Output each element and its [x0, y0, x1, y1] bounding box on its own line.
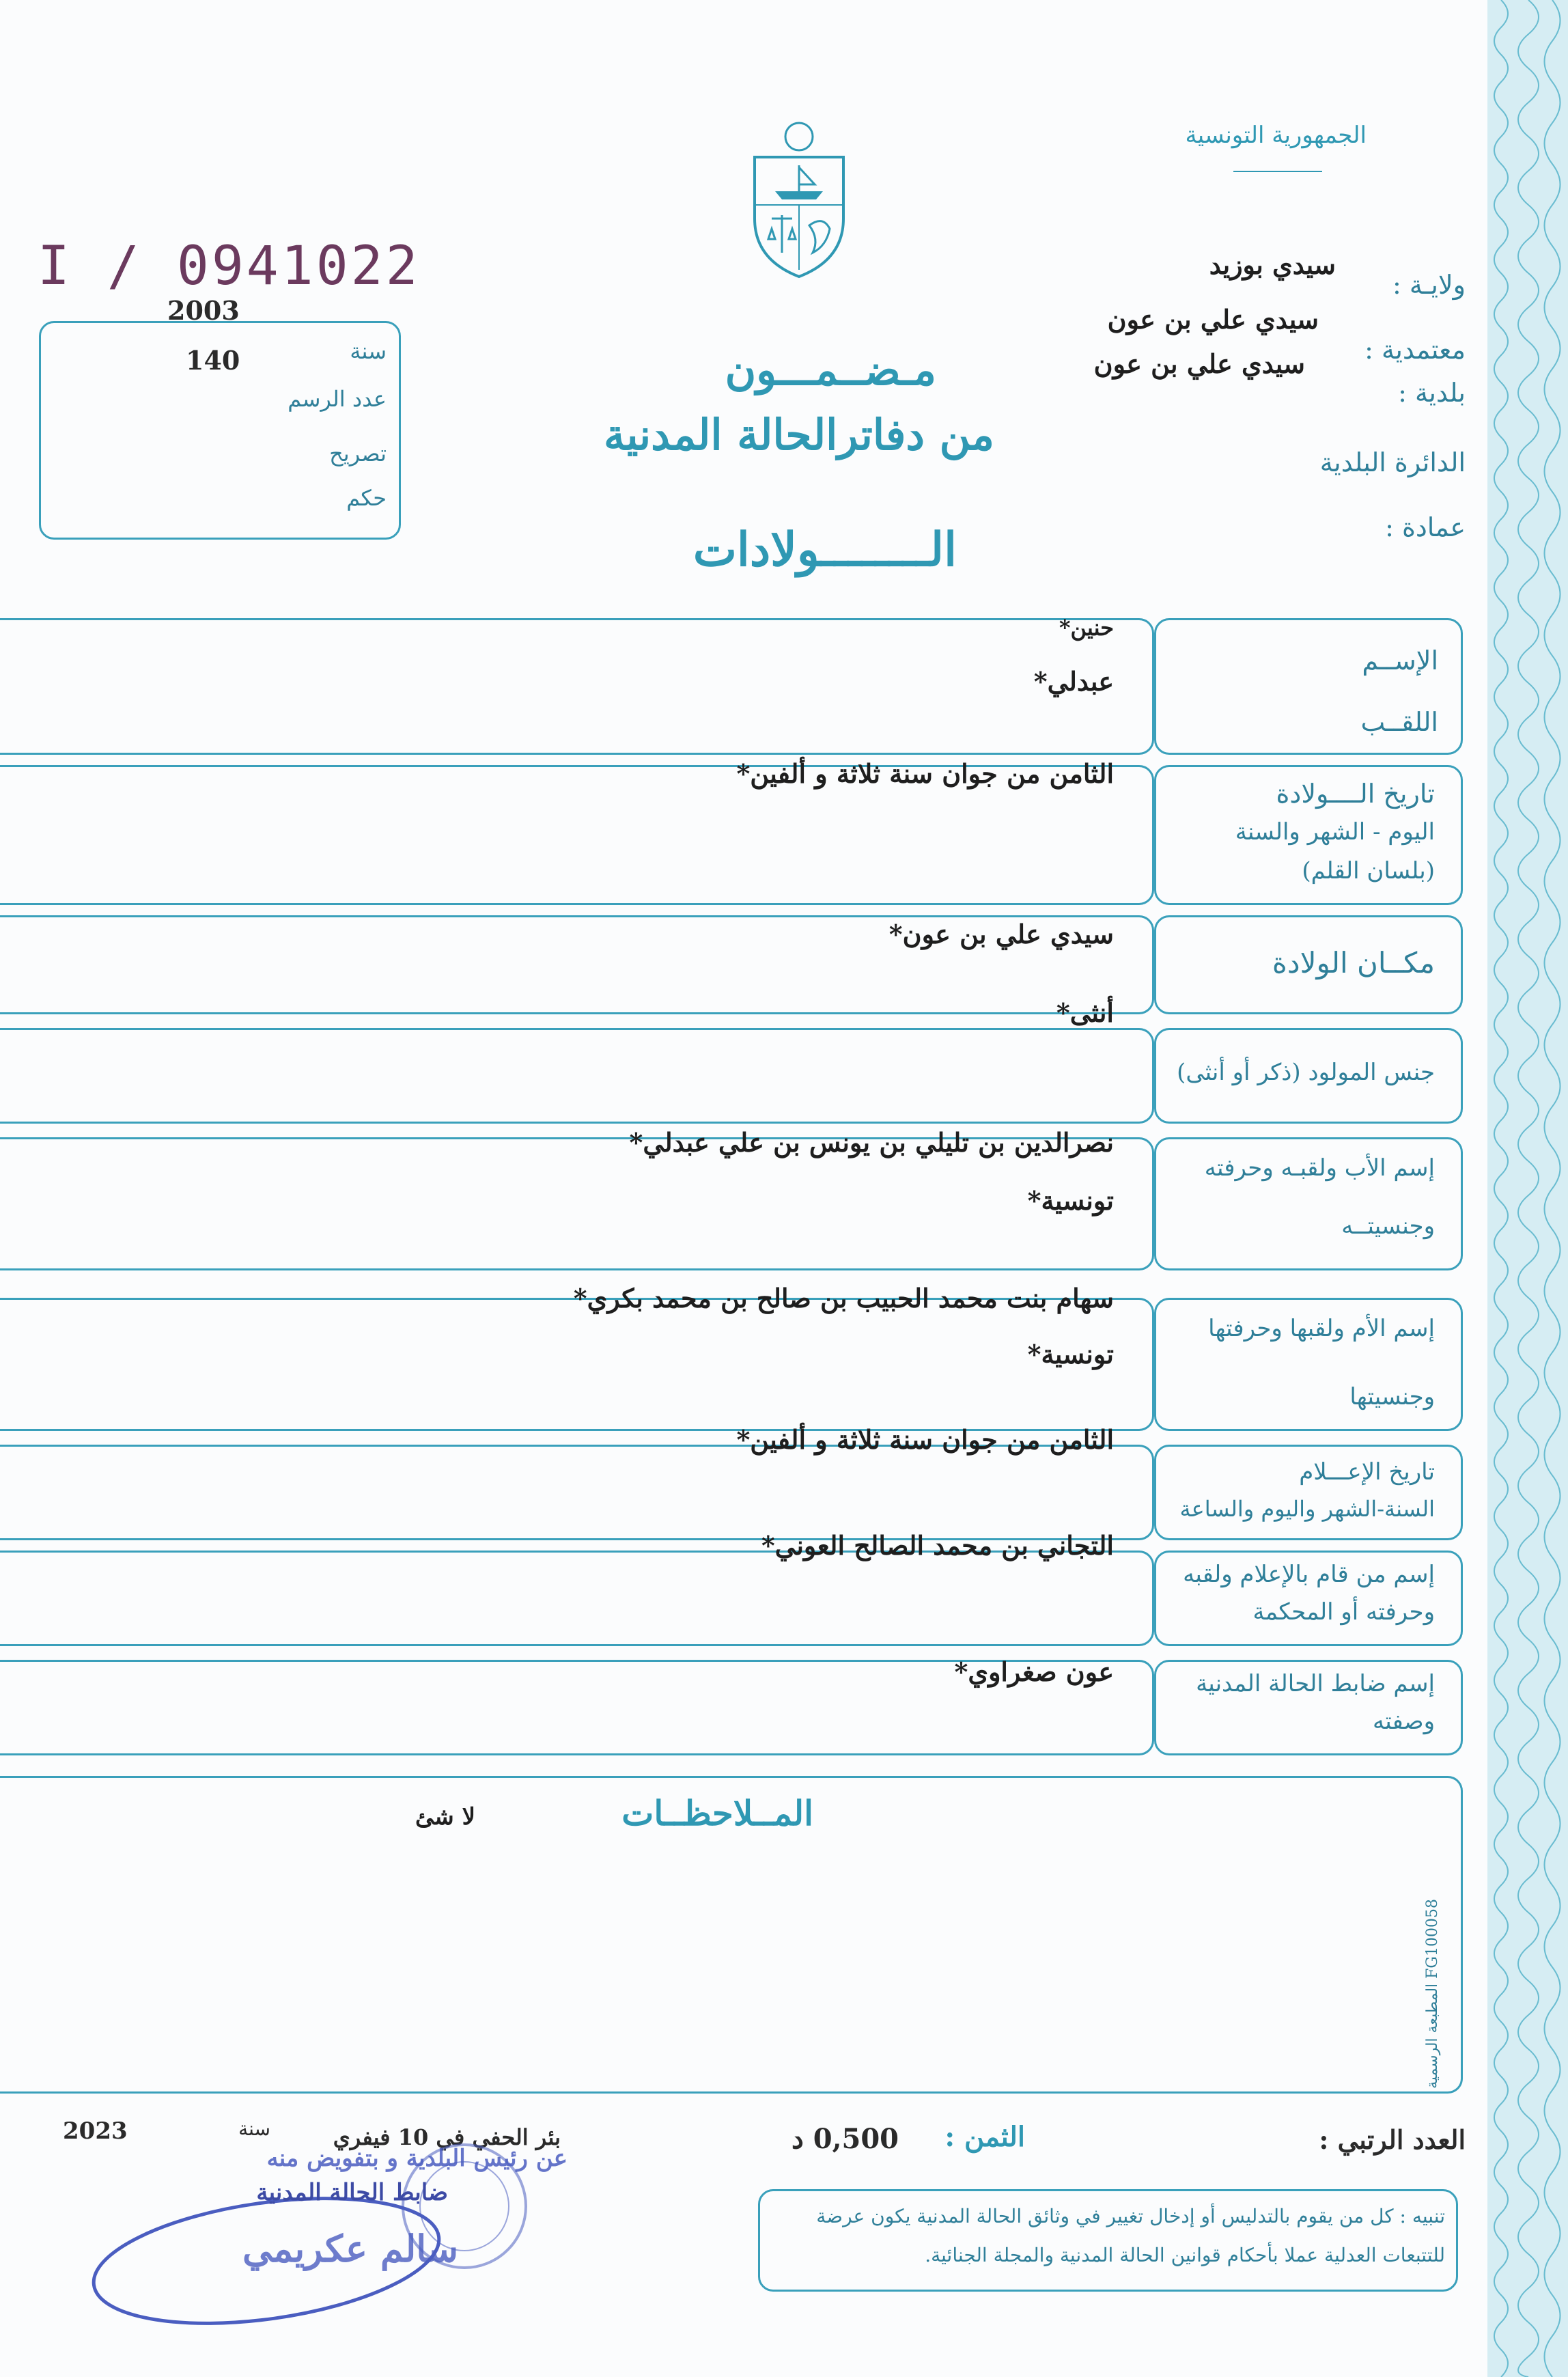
- record-number: 140: [186, 345, 240, 376]
- governorate-label: ولايـة :: [1392, 270, 1466, 300]
- birthdate-value: الثامن من جوان سنة ثلاثة و ألفين*: [736, 758, 1114, 789]
- mother-label-1: إسم الأم ولقبها وحرفتها: [1208, 1315, 1435, 1342]
- name-label: الإســم: [1362, 645, 1438, 676]
- municipal-district-label: الدائرة البلدية: [1319, 447, 1466, 477]
- mother-value: سهام بنت محمد الحبيب بن صالح بن محمد بكري*: [573, 1283, 1114, 1313]
- father-label-2: وجنسيتــه: [1341, 1212, 1435, 1240]
- sex-value-box: [0, 1028, 1154, 1124]
- declaration-date-label-2: السنة-الشهر واليوم والساعة: [1179, 1496, 1435, 1522]
- father-value: نصرالدين بن تليلي بن يونس بن علي عبدلي*: [629, 1127, 1114, 1158]
- municipality-label: بلدية :: [1398, 378, 1466, 408]
- officer-label-1: إسم ضابط الحالة المدنية: [1196, 1670, 1435, 1697]
- mother-nationality: تونسية*: [1027, 1339, 1114, 1370]
- mother-label-2: وجنسيتها: [1349, 1383, 1435, 1410]
- place-date: بئر الحفي في 10 فيفري: [333, 2124, 561, 2150]
- signature-name: سالم عكريمي: [242, 2227, 458, 2270]
- remarks-label: المــلاحظــات: [621, 1793, 813, 1833]
- remarks-value: لا شئ: [415, 1803, 475, 1831]
- surname-value: عبدلي*: [1033, 666, 1114, 697]
- declarant-value-box: [0, 1551, 1154, 1646]
- title-line2: من دفاترالحالة المدنية: [603, 410, 994, 460]
- ordinal-label: العدد الرتبي :: [1319, 2124, 1466, 2155]
- warning-line-2: للتتبعات العدلية عملا بأحكام قوانين الحالة المدنية والمجلة الجنائية.: [925, 2244, 1445, 2266]
- year-value: 2003: [167, 295, 240, 326]
- price-value: 0,500 د: [791, 2123, 899, 2155]
- officer-label-2: وصفته: [1373, 1708, 1435, 1735]
- republic-divider: [1233, 171, 1322, 172]
- name-value: حنين*: [1059, 615, 1114, 641]
- title-line1: مـضــمـــون: [725, 345, 936, 395]
- delegation-label: معتمدية :: [1364, 335, 1466, 365]
- record-label: عدد الرسم: [288, 386, 387, 412]
- footer-year-value: 2023: [63, 2117, 128, 2145]
- serial-prefix: I /: [38, 236, 142, 297]
- declaration-date-value-box: [0, 1445, 1154, 1540]
- declarant-value: التجاني بن محمد الصالح العوني*: [761, 1530, 1114, 1561]
- title-births: الــــــــولادات: [692, 523, 957, 577]
- serial-number: [38, 236, 421, 297]
- sex-label: جنس المولود (ذكر أو أنثى): [1177, 1059, 1435, 1086]
- birthdate-label-1: تاريخ الــــولادة: [1276, 779, 1435, 809]
- decorative-border: [1487, 0, 1568, 2377]
- birthplace-label: مكــان الولادة: [1272, 946, 1435, 979]
- mother-value-box: [0, 1298, 1154, 1431]
- declarant-label-1: إسم من قام بالإعلام ولقبه: [1183, 1561, 1435, 1588]
- declaration-date-value: الثامن من جوان سنة ثلاثة و ألفين*: [736, 1424, 1114, 1455]
- name-value-box: [0, 618, 1154, 755]
- father-label-1: إسم الأب ولقبـه وحرفته: [1204, 1154, 1435, 1182]
- price-label: الثمن :: [944, 2121, 1025, 2153]
- birthdate-label-3: (بلسان القلم): [1302, 857, 1435, 885]
- judgment-label: حكم: [346, 485, 387, 511]
- signature-title-1: عن رئيس البلدية و بتفويض منه: [266, 2145, 568, 2172]
- birthplace-value: سيدي علي بن عون*: [888, 919, 1114, 949]
- footer-year-label: سنة: [238, 2117, 270, 2140]
- printer-mark: المطبعة الرسمية FG100058: [1424, 1899, 1441, 2089]
- year-label: سنة: [350, 338, 387, 364]
- warning-line-1: تنبيه : كل من يقوم بالتدليس أو إدخال تغيير في وثائق الحالة المدنية يكون عرضة: [816, 2205, 1445, 2227]
- officer-value: عون صغراوي*: [954, 1656, 1114, 1687]
- birthdate-label-2: اليوم - الشهر والسنة: [1235, 818, 1435, 846]
- surname-label: اللقــب: [1360, 707, 1438, 737]
- governorate-value: سيدي بوزيد: [1209, 249, 1336, 280]
- sector-label: عمادة :: [1385, 512, 1466, 542]
- sex-value: أنثى*: [1056, 997, 1114, 1028]
- declaration-label: تصريح: [329, 441, 387, 467]
- serial-value: 0941022: [176, 236, 421, 297]
- coat-of-arms-icon: [741, 116, 857, 280]
- declaration-date-label-1: تاريخ الإعـــلام: [1299, 1458, 1435, 1486]
- delegation-value: سيدي علي بن عون: [1107, 304, 1319, 335]
- father-nationality: تونسية*: [1027, 1185, 1114, 1216]
- municipality-value: سيدي علي بن عون: [1093, 348, 1305, 379]
- republic-title: الجمهورية التونسية: [1185, 122, 1367, 149]
- signature-title-2: ضابط الحالة المدنية: [256, 2179, 448, 2206]
- declarant-label-2: وحرفته أو المحكمة: [1252, 1598, 1435, 1626]
